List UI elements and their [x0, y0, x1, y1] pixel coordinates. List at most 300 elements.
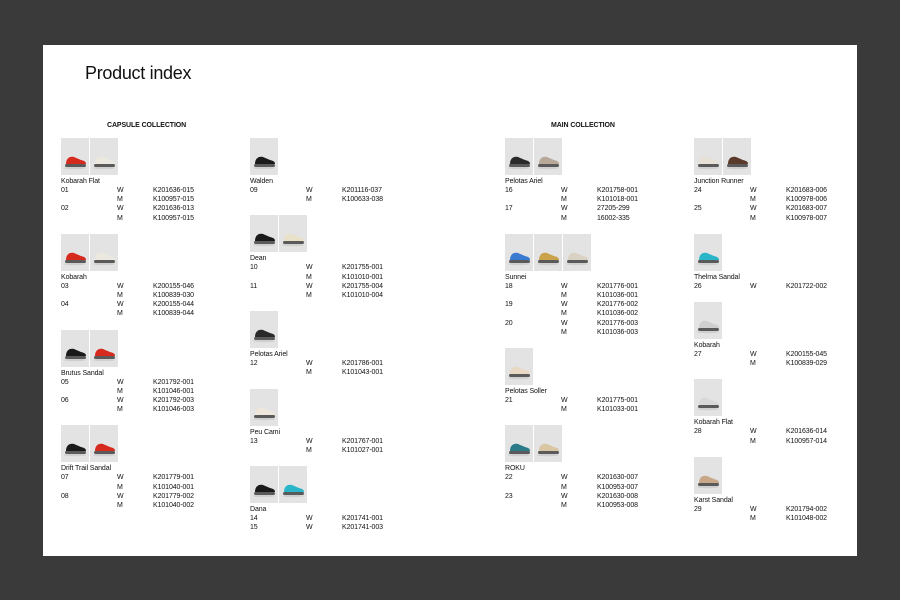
main-collection-heading: MAIN COLLECTION [551, 122, 615, 129]
sku-row [61, 405, 246, 414]
sku-row [694, 505, 879, 514]
item-number: 02 [61, 205, 69, 213]
gender-code: M [117, 196, 123, 204]
product-thumbnail-image [61, 425, 89, 462]
product-column-2 [250, 138, 435, 532]
item-number: 19 [505, 301, 513, 309]
product-column-1 [61, 138, 246, 510]
product-name: Pelotas Ariel [250, 351, 288, 359]
sku-row [505, 309, 690, 318]
product-thumbnail-image [505, 138, 533, 175]
gender-code: M [306, 273, 312, 281]
product-column-4 [694, 138, 879, 523]
sku-row [61, 195, 246, 204]
sku-row [250, 291, 435, 300]
sku-row [505, 405, 690, 414]
gender-code: W [561, 319, 568, 327]
product-name: Walden [250, 178, 273, 185]
sku-code: K201636-013 [153, 205, 194, 213]
gender-code: M [561, 328, 567, 336]
product-thumbnail-image [250, 466, 278, 503]
gender-code: W [561, 205, 568, 213]
gender-code: W [561, 282, 568, 290]
gender-code: W [750, 205, 757, 213]
page-title: Product index [85, 63, 192, 83]
item-number: 23 [505, 492, 513, 500]
sku-row [61, 396, 246, 405]
gender-code: M [750, 437, 756, 445]
sku-row [694, 204, 879, 213]
item-number: 17 [505, 205, 513, 213]
product-name: ROKU [505, 465, 525, 473]
sku-code: K201786-001 [342, 360, 383, 368]
item-number [505, 214, 561, 223]
gender-code: W [306, 437, 313, 445]
sku-code: K101040-002 [153, 502, 194, 510]
sku-code: K101027-001 [342, 446, 383, 454]
item-number: 29 [694, 505, 702, 513]
sku-code: K101010-001 [342, 273, 383, 281]
item-number [61, 501, 117, 510]
gender-code: M [117, 387, 123, 395]
gender-code: W [561, 301, 568, 309]
item-number [250, 273, 306, 282]
sku-row [694, 282, 879, 291]
product-thumbnail-image [534, 425, 562, 462]
product-thumbnails [61, 234, 246, 271]
sku-row [61, 378, 246, 387]
product-name: Sunnei [505, 273, 527, 281]
gender-code: W [750, 428, 757, 436]
gender-code: W [117, 378, 124, 386]
product-thumbnail-image [279, 215, 307, 252]
sku-row [694, 359, 879, 368]
sku-row [61, 387, 246, 396]
item-number [61, 214, 117, 223]
sku-row [505, 483, 690, 492]
sku-row [694, 437, 879, 446]
item-number [694, 359, 750, 368]
item-number: 06 [61, 397, 69, 405]
sku-code: K201794-002 [786, 505, 827, 513]
item-number: 09 [250, 187, 258, 194]
sku-code: K201630-008 [597, 492, 638, 500]
sku-code: K201683-007 [786, 205, 827, 213]
product-entry [694, 302, 879, 368]
item-number [61, 483, 117, 492]
sku-code: K200155-044 [153, 301, 194, 309]
gender-code: M [306, 196, 312, 204]
gender-code: M [306, 446, 312, 454]
item-number: 14 [250, 515, 258, 523]
gender-code: W [117, 205, 124, 213]
product-thumbnail-image [90, 234, 118, 271]
capsule-collection-heading: CAPSULE COLLECTION [107, 122, 187, 129]
item-number: 04 [61, 301, 69, 309]
item-number: 15 [250, 524, 258, 532]
item-number [694, 437, 750, 446]
product-thumbnails [250, 138, 435, 175]
sku-row [61, 214, 246, 223]
sku-row [250, 195, 435, 204]
product-thumbnail-image [250, 138, 278, 175]
product-name: Thelma Sandal [694, 273, 740, 281]
sku-code: 16002-335 [597, 214, 630, 222]
item-number: 26 [694, 282, 702, 290]
item-number [694, 195, 750, 204]
product-entry [250, 466, 435, 532]
item-number: 18 [505, 282, 513, 290]
gender-code: W [750, 505, 757, 513]
gender-code: M [117, 292, 123, 300]
product-thumbnails [505, 425, 690, 462]
sku-code: K200155-045 [786, 351, 827, 359]
gender-code: W [561, 474, 568, 482]
item-number: 05 [61, 378, 69, 386]
product-thumbnail-image [250, 311, 278, 348]
sku-row [250, 437, 435, 446]
gender-code: W [561, 397, 568, 405]
gender-code: M [117, 483, 123, 491]
sku-row [250, 273, 435, 282]
gender-code: W [117, 187, 124, 194]
item-number: 27 [694, 351, 702, 359]
sku-row [61, 492, 246, 501]
sku-code: K100953-007 [597, 483, 638, 491]
item-number: 10 [250, 264, 258, 272]
sku-row [694, 514, 879, 523]
sku-row [505, 204, 690, 213]
product-entry [61, 234, 246, 319]
sku-code: K101048-002 [786, 515, 827, 523]
gender-code: M [117, 502, 123, 510]
sku-row [250, 368, 435, 377]
sku-row [505, 492, 690, 501]
sku-code: K100957-015 [153, 196, 194, 204]
product-name: Pelotas Ariel [505, 178, 543, 185]
gender-code: W [117, 301, 124, 309]
sku-code: K201792-001 [153, 378, 194, 386]
item-number: 13 [250, 437, 258, 445]
item-number [250, 195, 306, 204]
sku-code: K201779-001 [153, 474, 194, 482]
item-number: 22 [505, 474, 513, 482]
item-number [694, 214, 750, 223]
sku-row [61, 291, 246, 300]
sku-code: K100633-038 [342, 196, 383, 204]
sku-code: K101010-004 [342, 292, 383, 300]
product-thumbnail-image [694, 457, 722, 494]
product-thumbnail-image [279, 466, 307, 503]
item-number: 21 [505, 397, 513, 405]
product-entry [694, 138, 879, 223]
sku-code: K201779-002 [153, 492, 194, 500]
sku-code: K201636-014 [786, 428, 827, 436]
sku-code: K201636-015 [153, 187, 194, 194]
item-number [505, 195, 561, 204]
sku-row [250, 282, 435, 291]
sku-row [250, 446, 435, 455]
sku-row [61, 309, 246, 318]
product-name: Peu Cami [250, 428, 280, 436]
sku-code: K201792-003 [153, 397, 194, 405]
sku-code: K100839-029 [786, 360, 827, 368]
product-thumbnails [250, 466, 435, 503]
sku-code: K100957-014 [786, 437, 827, 445]
item-number [250, 291, 306, 300]
sku-row [505, 319, 690, 328]
product-thumbnails [250, 389, 435, 426]
gender-code: W [306, 264, 313, 272]
product-thumbnails [694, 302, 879, 339]
sku-row [505, 501, 690, 510]
sku-row [61, 204, 246, 213]
sku-code: K201767-001 [342, 437, 383, 445]
gender-code: M [561, 310, 567, 318]
sku-code: K100839-044 [153, 310, 194, 318]
item-number [61, 309, 117, 318]
item-number: 16 [505, 187, 513, 194]
sku-code: K100978-007 [786, 214, 827, 222]
product-name: Karst Sandal [694, 496, 733, 504]
sku-row [61, 186, 246, 195]
product-entry [250, 389, 435, 455]
item-number [505, 405, 561, 414]
sku-code: 27205-299 [597, 205, 630, 213]
sku-row [505, 300, 690, 309]
sku-row [61, 501, 246, 510]
gender-code: M [561, 483, 567, 491]
sku-row [694, 214, 879, 223]
gender-code: M [750, 196, 756, 204]
sku-row [694, 427, 879, 436]
gender-code: W [306, 187, 313, 194]
product-entry [61, 425, 246, 510]
product-thumbnail-image [90, 425, 118, 462]
sku-code: K101036-001 [597, 292, 638, 300]
sku-code: K201775-001 [597, 397, 638, 405]
product-name: Pelotas Soller [505, 388, 547, 396]
product-thumbnail-image [505, 234, 533, 271]
sku-row [505, 328, 690, 337]
product-entry [694, 234, 879, 291]
gender-code: M [561, 502, 567, 510]
sku-code: K200155-046 [153, 282, 194, 290]
item-number [250, 368, 306, 377]
item-number [61, 291, 117, 300]
product-thumbnail-image [534, 138, 562, 175]
product-thumbnail-image [61, 234, 89, 271]
gender-code: M [561, 214, 567, 222]
item-number: 20 [505, 319, 513, 327]
product-thumbnails [250, 311, 435, 348]
gender-code: W [117, 282, 124, 290]
product-name: Kobarah [61, 273, 87, 281]
gender-code: M [306, 292, 312, 300]
product-entry [61, 138, 246, 223]
product-entry [694, 457, 879, 523]
gender-code: M [117, 310, 123, 318]
product-thumbnail-image [723, 138, 751, 175]
product-entry [505, 425, 690, 510]
sku-code: K101040-001 [153, 483, 194, 491]
product-thumbnails [694, 457, 879, 494]
product-thumbnails [250, 215, 435, 252]
product-thumbnail-image [505, 425, 533, 462]
item-number [61, 405, 117, 414]
sku-code: K201683-006 [786, 187, 827, 194]
sku-row [61, 282, 246, 291]
product-thumbnail-image [694, 234, 722, 271]
sku-row [694, 350, 879, 359]
sku-row [694, 186, 879, 195]
sku-code: K201741-003 [342, 524, 383, 532]
gender-code: M [117, 406, 123, 414]
sku-code: K101036-003 [597, 328, 638, 336]
product-thumbnail-image [61, 138, 89, 175]
gender-code: W [750, 282, 757, 290]
product-entry [505, 234, 690, 337]
sku-code: K101046-001 [153, 387, 194, 395]
item-number: 11 [250, 282, 258, 290]
product-name: Kobarah Flat [61, 178, 100, 185]
product-thumbnails [694, 234, 879, 271]
item-number [694, 514, 750, 523]
sku-code: K201741-001 [342, 515, 383, 523]
item-number: 24 [694, 187, 702, 194]
gender-code: W [306, 360, 313, 368]
product-thumbnail-image [90, 138, 118, 175]
sku-code: K101018-001 [597, 196, 638, 204]
item-number: 28 [694, 428, 702, 436]
sku-code: K100978-006 [786, 196, 827, 204]
product-thumbnails [694, 138, 879, 175]
item-number [505, 309, 561, 318]
product-name: Drift Trail Sandal [61, 465, 111, 473]
product-entry [250, 138, 435, 204]
gender-code: W [306, 282, 313, 290]
gender-code: W [117, 492, 124, 500]
item-number: 03 [61, 282, 69, 290]
item-number: 25 [694, 205, 702, 213]
gender-code: M [750, 214, 756, 222]
sku-row [694, 195, 879, 204]
product-entry [505, 138, 690, 223]
sku-row [505, 282, 690, 291]
product-column-3 [505, 138, 690, 510]
sku-code: K201758-001 [597, 187, 638, 194]
item-number: 07 [61, 474, 69, 482]
sku-row [250, 523, 435, 532]
gender-code: W [306, 515, 313, 523]
sku-row [61, 300, 246, 309]
item-number [505, 501, 561, 510]
sku-row [61, 473, 246, 482]
product-name: Brutus Sandal [61, 369, 104, 377]
product-entry [250, 215, 435, 300]
item-number [505, 483, 561, 492]
sku-row [250, 359, 435, 368]
item-number [61, 387, 117, 396]
item-number: 08 [61, 492, 69, 500]
sku-row [505, 214, 690, 223]
sku-row [250, 263, 435, 272]
sku-row [505, 195, 690, 204]
sku-row [505, 291, 690, 300]
sku-code: K101036-002 [597, 310, 638, 318]
gender-code: M [306, 369, 312, 377]
gender-code: W [561, 492, 568, 500]
product-entry [694, 379, 879, 445]
product-thumbnail-image [250, 215, 278, 252]
sku-code: K101043-001 [342, 369, 383, 377]
gender-code: W [561, 187, 568, 194]
product-thumbnails [694, 379, 879, 416]
product-name: Dana [250, 506, 267, 514]
sku-code: K201755-004 [342, 282, 383, 290]
gender-code: W [117, 397, 124, 405]
gender-code: M [117, 214, 123, 222]
product-thumbnails [505, 348, 690, 385]
gender-code: M [561, 292, 567, 300]
sku-row [61, 483, 246, 492]
product-thumbnails [505, 138, 690, 175]
product-thumbnail-image [694, 138, 722, 175]
sku-code: K100957-015 [153, 214, 194, 222]
product-thumbnail-image [61, 330, 89, 367]
gender-code: M [750, 515, 756, 523]
product-thumbnail-image [505, 348, 533, 385]
gender-code: W [306, 524, 313, 532]
product-thumbnail-image [534, 234, 562, 271]
product-thumbnails [61, 330, 246, 367]
item-number: 01 [61, 187, 69, 194]
product-thumbnails [61, 138, 246, 175]
sku-row [505, 396, 690, 405]
product-name: Junction Runner [694, 178, 744, 185]
sku-code: K201755-001 [342, 264, 383, 272]
product-name: Dean [250, 255, 267, 263]
item-number [505, 291, 561, 300]
gender-code: M [561, 196, 567, 204]
product-thumbnail-image [694, 379, 722, 416]
gender-code: W [117, 474, 124, 482]
product-entry [505, 348, 690, 414]
sku-code: K201776-003 [597, 319, 638, 327]
gender-code: W [750, 351, 757, 359]
gender-code: W [750, 187, 757, 194]
item-number [505, 328, 561, 337]
catalog-page [43, 45, 857, 556]
sku-row [250, 514, 435, 523]
gender-code: M [561, 406, 567, 414]
item-number [250, 446, 306, 455]
product-thumbnail-image [250, 389, 278, 426]
sku-code: K100953-008 [597, 502, 638, 510]
sku-code: K101046-003 [153, 406, 194, 414]
sku-code: K201630-007 [597, 474, 638, 482]
sku-row [505, 186, 690, 195]
sku-code: K201776-001 [597, 282, 638, 290]
sku-code: K201722-002 [786, 282, 827, 290]
product-entry [250, 311, 435, 377]
sku-code: K101033-001 [597, 406, 638, 414]
sku-code: K201116-037 [342, 187, 382, 194]
gender-code: M [750, 360, 756, 368]
product-thumbnails [61, 425, 246, 462]
item-number [61, 195, 117, 204]
product-name: Kobarah [694, 342, 720, 350]
